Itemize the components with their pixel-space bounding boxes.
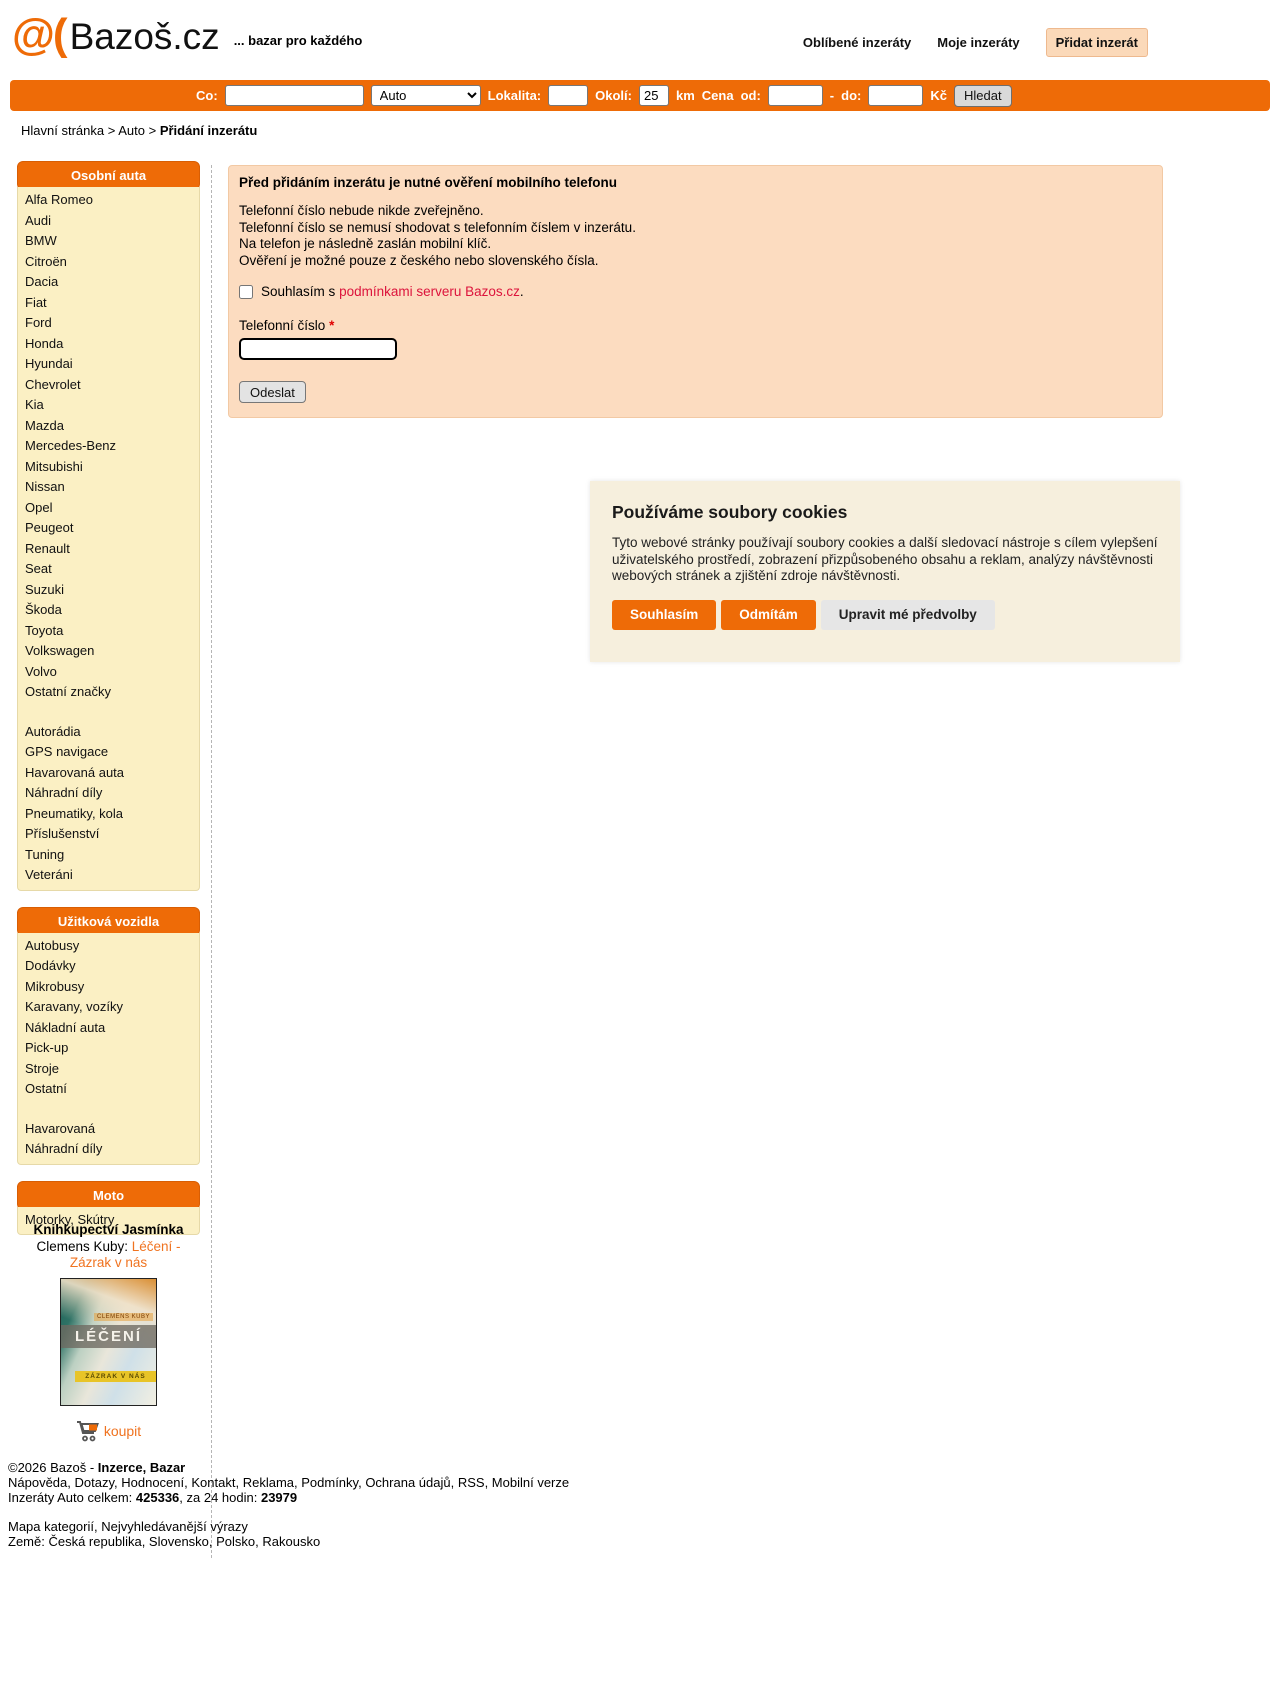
sidebar-item[interactable]: Pneumatiky, kola <box>25 805 124 821</box>
footer-link[interactable]: Nápověda <box>8 1475 68 1490</box>
sidebar-item[interactable]: Ford <box>25 315 52 330</box>
locality-label: Lokalita: <box>487 88 542 103</box>
utility-list <box>18 936 199 1100</box>
footer-link[interactable]: Hodnocení <box>121 1475 185 1490</box>
footer-link[interactable]: Dotazy <box>74 1475 115 1490</box>
locality-input[interactable] <box>548 85 588 106</box>
list-gap <box>18 703 199 722</box>
sidebar-item[interactable]: Audi <box>25 212 52 228</box>
sidebar-item[interactable]: GPS navigace <box>25 744 109 759</box>
currency-label: Kč <box>930 88 947 103</box>
sidebar-item[interactable]: Seat <box>25 561 52 576</box>
cookie-consent-dialog <box>590 481 1180 662</box>
sidebar-header-moto: Moto <box>17 1181 200 1210</box>
verification-info-line: Telefonní číslo nebude nikde zveřejněno. <box>239 203 484 218</box>
sidebar-item[interactable]: Renault <box>25 540 70 556</box>
radius-input[interactable] <box>639 85 669 106</box>
bookshop-name: Knihkupectví Jasmínka <box>33 1222 184 1237</box>
search-input[interactable] <box>225 85 364 106</box>
required-asterisk: * <box>329 318 335 333</box>
sidebar-section-uzitkova-vozidla <box>17 907 200 1165</box>
country-link[interactable]: Česká republika <box>48 1534 142 1549</box>
cookie-preferences-button[interactable]: Upravit mé předvolby <box>821 600 995 630</box>
footer <box>8 1460 1108 1549</box>
phone-verification-panel <box>228 165 1163 418</box>
phone-number-label: Telefonní číslo * <box>239 318 335 333</box>
top-navigation <box>803 28 1148 57</box>
radius-label: Okolí: <box>595 88 632 103</box>
terms-link[interactable]: podmínkami serveru Bazos.cz <box>339 284 520 299</box>
cookie-dialog-title: Používáme soubory cookies <box>612 502 848 522</box>
sidebar-item[interactable]: Citroën <box>25 253 67 269</box>
consent-text: Souhlasím s podmínkami serveru Bazos.cz. <box>261 284 524 299</box>
cookie-accept-button[interactable]: Souhlasím <box>612 600 716 630</box>
book-cover-image[interactable] <box>60 1278 157 1406</box>
book-author: Clemens Kuby: <box>36 1239 128 1254</box>
search-button[interactable]: Hledat <box>954 85 1012 107</box>
country-link[interactable]: Rakousko <box>262 1534 321 1549</box>
sidebar-item[interactable]: Suzuki <box>25 581 65 597</box>
book-cover-title-text: LÉČENÍ <box>61 1325 156 1348</box>
sidebar-item[interactable]: Kia <box>25 397 44 412</box>
sidebar-item[interactable]: Chevrolet <box>25 376 81 392</box>
sidebar-item[interactable]: Peugeot <box>25 520 74 535</box>
site-tagline: ... bazar pro každého <box>233 33 363 48</box>
breadcrumb <box>21 123 257 138</box>
country-links: Česká republika, Slovensko, Polsko, Rakousko <box>48 1534 321 1549</box>
footer-link[interactable]: Podmínky <box>301 1475 359 1490</box>
consent-checkbox[interactable] <box>239 285 253 299</box>
footer-link[interactable]: Mapa kategorií <box>8 1519 94 1534</box>
sidebar-item[interactable]: Mazda <box>25 417 65 433</box>
sidebar-item[interactable]: Nákladní auta <box>25 1019 106 1035</box>
country-link[interactable]: Polsko <box>216 1534 256 1549</box>
footer-link[interactable]: Mobilní verze <box>491 1475 570 1490</box>
sidebar-item[interactable]: Dacia <box>25 274 59 289</box>
country-link[interactable]: Slovensko <box>148 1534 209 1549</box>
price-to-label: do: <box>841 88 862 103</box>
sidebar-item[interactable]: Honda <box>25 335 64 351</box>
sidebar-item[interactable]: Autorádia <box>25 723 81 739</box>
submit-button[interactable]: Odeslat <box>239 381 306 403</box>
sidebar-item[interactable]: Náhradní díly <box>25 1141 103 1156</box>
sidebar-item[interactable]: Mercedes-Benz <box>25 438 117 453</box>
sidebar-item[interactable]: Pick-up <box>25 1040 69 1055</box>
breadcrumb-category-link[interactable]: Auto <box>118 123 145 138</box>
total-count: 425336 <box>135 1490 180 1505</box>
footer-link[interactable]: Ochrana údajů <box>365 1475 451 1490</box>
price-dash: - <box>829 88 835 103</box>
price-from-input[interactable] <box>768 85 823 106</box>
search-bar <box>10 80 1270 111</box>
sidebar-item[interactable]: Nissan <box>25 479 65 494</box>
list-gap <box>18 1100 199 1119</box>
verification-title: Před přidáním inzerátu je nutné ověření mobilního telefonu <box>239 175 618 190</box>
book-cover-subtitle-text: ZÁZRAK V NÁS <box>75 1371 156 1382</box>
footer-links: Nápověda, Dotazy, Hodnocení, Kontakt, Reklama, Podmínky, Ochrana údajů, RSS, Mobilní verze <box>8 1475 570 1490</box>
category-select[interactable] <box>371 85 481 106</box>
footer-link[interactable]: Kontakt <box>191 1475 236 1490</box>
stats-line: Inzeráty Auto celkem: 425336, za 24 hodin: 23979 <box>8 1490 298 1505</box>
site-header <box>12 10 362 60</box>
sidebar-item[interactable]: Alfa Romeo <box>25 192 93 207</box>
price-to-input[interactable] <box>868 85 923 106</box>
sidebar-item[interactable]: Dodávky <box>25 958 76 973</box>
sidebar-item[interactable]: Autobusy <box>25 937 80 953</box>
footer-link[interactable]: RSS <box>457 1475 485 1490</box>
sidebar-item[interactable]: Havarovaná auta <box>25 764 125 780</box>
sidebar-item[interactable]: Příslušenství <box>25 826 100 841</box>
sidebar-item[interactable]: Volkswagen <box>25 643 95 658</box>
footer-links-secondary: Mapa kategorií, Nejvyhledávanější výrazy <box>8 1519 248 1534</box>
my-ads-link[interactable]: Moje inzeráty <box>937 35 1020 50</box>
search-what-label: Co: <box>196 88 218 103</box>
sidebar-item[interactable]: Havarovaná <box>25 1120 96 1136</box>
sidebar-item[interactable]: Stroje <box>25 1060 59 1076</box>
breadcrumb-separator: > <box>148 123 157 138</box>
content-divider <box>211 165 212 1558</box>
km-label: km <box>675 88 695 103</box>
buy-link[interactable]: koupit <box>103 1423 142 1439</box>
sidebar-header-uzitkova-vozidla: Užitková vozidla <box>17 907 200 936</box>
utility-extra-list <box>18 1119 199 1160</box>
sidebar-section-osobni-auta <box>17 161 200 891</box>
sidebar-item[interactable]: Hyundai <box>25 356 73 371</box>
sidebar-item[interactable]: Fiat <box>25 294 47 310</box>
sidebar-item[interactable]: Toyota <box>25 622 64 638</box>
sidebar-item[interactable]: Ostatní značky <box>25 684 111 699</box>
sidebar-item[interactable]: Tuning <box>25 846 65 862</box>
breadcrumb-separator: > <box>107 123 116 138</box>
cart-icon[interactable] <box>76 1420 100 1442</box>
book-link[interactable]: Léčení - Zázrak v nás <box>69 1239 181 1270</box>
sidebar <box>17 161 200 1251</box>
cookie-reject-button[interactable]: Odmítám <box>721 600 816 630</box>
verification-info-line: Ověření je možné pouze z českého nebo slovenského čísla. <box>239 252 599 268</box>
bookshop-ad <box>17 1222 200 1442</box>
verification-info <box>239 203 1152 269</box>
sidebar-item[interactable]: BMW <box>25 233 57 248</box>
daily-count: 23979 <box>260 1490 298 1505</box>
cookie-dialog-body: Tyto webové stránky používají soubory cookies a další sledovací nástroje s cílem vylepšení uživatelského prostředí, zobrazení přizpůsobeného obsahu a reklam, analýzy návštěvnosti webových stránek a zjištění zdroje návštěvnosti. <box>612 535 1158 583</box>
sidebar-item[interactable]: Opel <box>25 499 53 515</box>
sidebar-item[interactable]: Náhradní díly <box>25 785 103 800</box>
sidebar-item[interactable]: Karavany, vozíky <box>25 999 124 1014</box>
favorites-link[interactable]: Oblíbené inzeráty <box>802 35 912 50</box>
price-label: Cena <box>701 88 734 103</box>
breadcrumb-home-link[interactable]: Hlavní stránka <box>21 123 105 138</box>
phone-number-input[interactable] <box>239 338 397 360</box>
price-from-label: od: <box>740 88 761 103</box>
logo-at-icon[interactable]: @( <box>12 10 66 59</box>
breadcrumb-current: Přidání inzerátu <box>159 123 258 138</box>
sidebar-item[interactable]: Volvo <box>25 663 57 679</box>
sidebar-item[interactable]: Škoda <box>25 602 62 617</box>
footer-link[interactable]: Nejvyhledávanější výrazy <box>101 1519 248 1534</box>
sidebar-item[interactable]: Mikrobusy <box>25 978 85 994</box>
footer-link[interactable]: Reklama <box>242 1475 294 1490</box>
logo-link[interactable]: Bazoš.cz <box>69 16 220 57</box>
sidebar-item[interactable]: Veteráni <box>25 867 73 882</box>
book-cover-author-text: CLEMENS KUBY <box>94 1313 153 1321</box>
copyright-line: ©2026 Bazoš - Inzerce, Bazar <box>8 1460 186 1475</box>
country-label: Země: <box>8 1534 49 1549</box>
verification-info-line: Na telefon je následně zaslán mobilní klíč. <box>239 236 492 251</box>
accessory-list <box>18 722 199 886</box>
sidebar-item[interactable]: Mitsubishi <box>25 458 83 474</box>
add-ad-button[interactable]: Přidat inzerát <box>1046 28 1148 57</box>
sidebar-header-osobni-auta: Osobní auta <box>17 161 200 190</box>
verification-info-line: Telefonní číslo se nemusí shodovat s telefonním číslem v inzerátu. <box>239 219 636 235</box>
sidebar-item[interactable]: Ostatní <box>25 1081 67 1096</box>
brand-list <box>18 190 199 703</box>
sidebar-item[interactable]: Motorky, Skútry <box>25 1211 115 1227</box>
